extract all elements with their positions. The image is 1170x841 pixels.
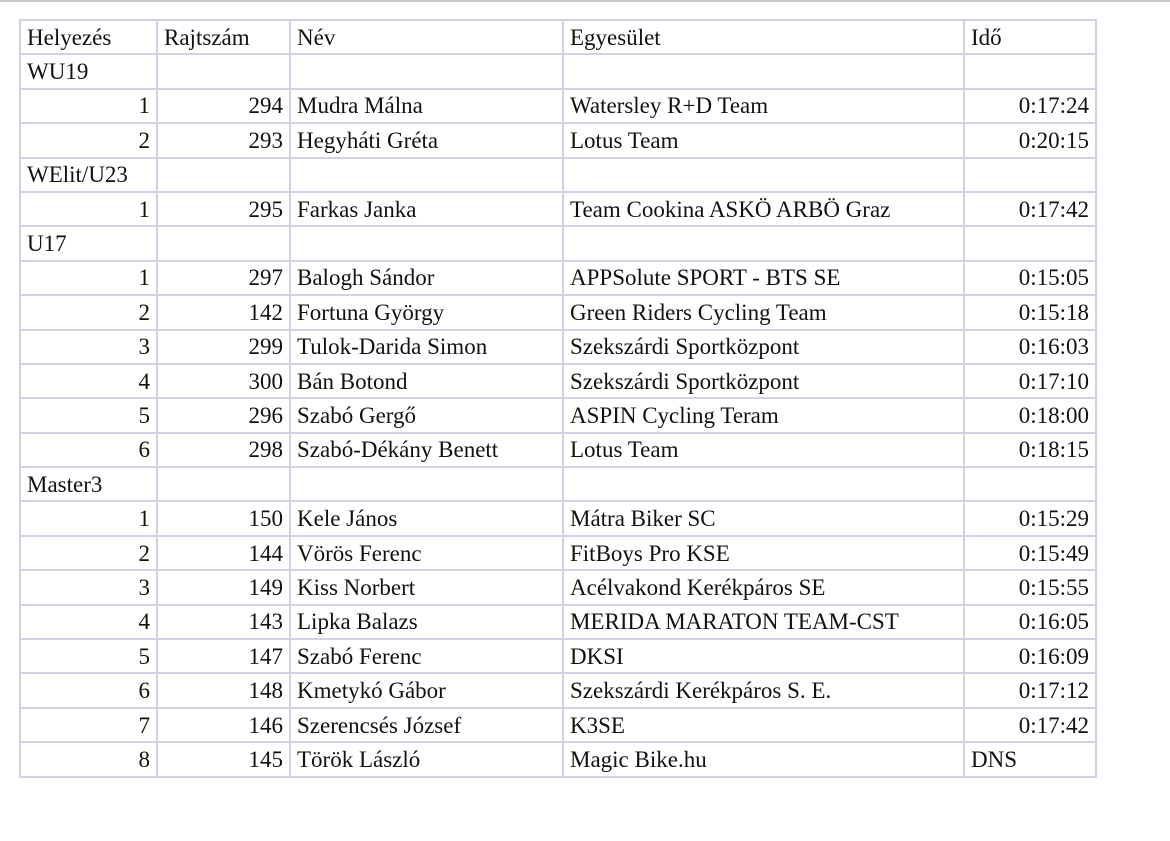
- category-label: WU19: [20, 54, 157, 88]
- club-cell: Lotus Team: [563, 433, 964, 467]
- category-label: U17: [20, 226, 157, 260]
- time-cell: 0:15:18: [964, 295, 1096, 329]
- club-cell: DKSI: [563, 639, 964, 673]
- time-cell: 0:17:10: [964, 364, 1096, 398]
- place-cell: 6: [20, 673, 157, 707]
- time-cell: 0:18:00: [964, 398, 1096, 432]
- name-cell: Vörös Ferenc: [290, 536, 563, 570]
- table-row: [20, 708, 1096, 742]
- club-cell: Magic Bike.hu: [563, 742, 964, 776]
- place-cell: 1: [20, 192, 157, 226]
- table-row: [20, 89, 1096, 123]
- header-place: Helyezés: [20, 20, 157, 54]
- name-cell: Bán Botond: [290, 364, 563, 398]
- name-cell: Hegyháti Gréta: [290, 123, 563, 157]
- time-cell: 0:16:05: [964, 605, 1096, 639]
- category-empty-cell: [290, 54, 563, 88]
- club-cell: Acélvakond Kerékpáros SE: [563, 570, 964, 604]
- place-cell: 3: [20, 570, 157, 604]
- time-cell: 0:18:15: [964, 433, 1096, 467]
- category-empty-cell: [157, 158, 290, 192]
- category-empty-cell: [563, 226, 964, 260]
- name-cell: Szabó Gergő: [290, 398, 563, 432]
- name-cell: Kele János: [290, 501, 563, 535]
- time-cell: 0:15:29: [964, 501, 1096, 535]
- place-cell: 4: [20, 605, 157, 639]
- bib-cell: 298: [157, 433, 290, 467]
- bib-cell: 145: [157, 742, 290, 776]
- category-empty-cell: [157, 54, 290, 88]
- club-cell: FitBoys Pro KSE: [563, 536, 964, 570]
- table-row: [20, 192, 1096, 226]
- name-cell: Lipka Balazs: [290, 605, 563, 639]
- name-cell: Szabó-Dékány Benett: [290, 433, 563, 467]
- place-cell: 3: [20, 330, 157, 364]
- category-empty-cell: [964, 54, 1096, 88]
- header-row: [20, 20, 1096, 54]
- bib-cell: 150: [157, 501, 290, 535]
- table-row: [20, 364, 1096, 398]
- club-cell: APPSolute SPORT - BTS SE: [563, 261, 964, 295]
- time-cell: 0:20:15: [964, 123, 1096, 157]
- bib-cell: 294: [157, 89, 290, 123]
- name-cell: Balogh Sándor: [290, 261, 563, 295]
- bib-cell: 295: [157, 192, 290, 226]
- category-label: WElit/U23: [20, 158, 157, 192]
- bib-cell: 297: [157, 261, 290, 295]
- bib-cell: 299: [157, 330, 290, 364]
- bib-cell: 300: [157, 364, 290, 398]
- name-cell: Szabó Ferenc: [290, 639, 563, 673]
- table-row: [20, 742, 1096, 776]
- time-cell: 0:15:05: [964, 261, 1096, 295]
- club-cell: Szekszárdi Kerékpáros S. E.: [563, 673, 964, 707]
- name-cell: Tulok-Darida Simon: [290, 330, 563, 364]
- results-table-body: [20, 20, 1096, 777]
- club-cell: Mátra Biker SC: [563, 501, 964, 535]
- category-empty-cell: [964, 467, 1096, 501]
- header-time: Idő: [964, 20, 1096, 54]
- table-row: [20, 330, 1096, 364]
- category-row: [20, 226, 1096, 260]
- header-bib: Rajtszám: [157, 20, 290, 54]
- name-cell: Kmetykó Gábor: [290, 673, 563, 707]
- time-cell: 0:17:12: [964, 673, 1096, 707]
- category-row: [20, 54, 1096, 88]
- time-cell: 0:17:42: [964, 708, 1096, 742]
- category-empty-cell: [157, 226, 290, 260]
- table-row: [20, 398, 1096, 432]
- table-row: [20, 673, 1096, 707]
- bib-cell: 149: [157, 570, 290, 604]
- club-cell: MERIDA MARATON TEAM-CST: [563, 605, 964, 639]
- table-row: [20, 123, 1096, 157]
- category-row: [20, 467, 1096, 501]
- bib-cell: 146: [157, 708, 290, 742]
- category-empty-cell: [563, 54, 964, 88]
- place-cell: 8: [20, 742, 157, 776]
- table-row: [20, 639, 1096, 673]
- bib-cell: 293: [157, 123, 290, 157]
- category-row: [20, 158, 1096, 192]
- club-cell: K3SE: [563, 708, 964, 742]
- place-cell: 4: [20, 364, 157, 398]
- place-cell: 5: [20, 398, 157, 432]
- time-cell: 0:17:24: [964, 89, 1096, 123]
- name-cell: Török László: [290, 742, 563, 776]
- category-empty-cell: [157, 467, 290, 501]
- table-row: [20, 433, 1096, 467]
- category-label: Master3: [20, 467, 157, 501]
- place-cell: 7: [20, 708, 157, 742]
- time-cell: DNS: [964, 742, 1096, 776]
- bib-cell: 148: [157, 673, 290, 707]
- bib-cell: 143: [157, 605, 290, 639]
- club-cell: Watersley R+D Team: [563, 89, 964, 123]
- table-row: [20, 501, 1096, 535]
- category-empty-cell: [563, 467, 964, 501]
- club-cell: Lotus Team: [563, 123, 964, 157]
- club-cell: Szekszárdi Sportközpont: [563, 330, 964, 364]
- place-cell: 1: [20, 89, 157, 123]
- name-cell: Mudra Málna: [290, 89, 563, 123]
- time-cell: 0:17:42: [964, 192, 1096, 226]
- time-cell: 0:15:55: [964, 570, 1096, 604]
- bib-cell: 147: [157, 639, 290, 673]
- table-row: [20, 536, 1096, 570]
- header-name: Név: [290, 20, 563, 54]
- table-row: [20, 605, 1096, 639]
- category-empty-cell: [290, 226, 563, 260]
- name-cell: Szerencsés József: [290, 708, 563, 742]
- name-cell: Farkas Janka: [290, 192, 563, 226]
- table-row: [20, 295, 1096, 329]
- category-empty-cell: [563, 158, 964, 192]
- time-cell: 0:15:49: [964, 536, 1096, 570]
- time-cell: 0:16:09: [964, 639, 1096, 673]
- bib-cell: 142: [157, 295, 290, 329]
- table-row: [20, 261, 1096, 295]
- top-divider: [0, 0, 1170, 2]
- club-cell: Szekszárdi Sportközpont: [563, 364, 964, 398]
- results-table: [19, 19, 1097, 778]
- name-cell: Kiss Norbert: [290, 570, 563, 604]
- place-cell: 2: [20, 536, 157, 570]
- place-cell: 2: [20, 123, 157, 157]
- name-cell: Fortuna György: [290, 295, 563, 329]
- club-cell: Green Riders Cycling Team: [563, 295, 964, 329]
- category-empty-cell: [290, 158, 563, 192]
- place-cell: 1: [20, 501, 157, 535]
- table-row: [20, 570, 1096, 604]
- place-cell: 6: [20, 433, 157, 467]
- time-cell: 0:16:03: [964, 330, 1096, 364]
- place-cell: 5: [20, 639, 157, 673]
- category-empty-cell: [964, 158, 1096, 192]
- header-club: Egyesület: [563, 20, 964, 54]
- category-empty-cell: [290, 467, 563, 501]
- bib-cell: 296: [157, 398, 290, 432]
- club-cell: ASPIN Cycling Teram: [563, 398, 964, 432]
- club-cell: Team Cookina ASKÖ ARBÖ Graz: [563, 192, 964, 226]
- bib-cell: 144: [157, 536, 290, 570]
- place-cell: 1: [20, 261, 157, 295]
- place-cell: 2: [20, 295, 157, 329]
- category-empty-cell: [964, 226, 1096, 260]
